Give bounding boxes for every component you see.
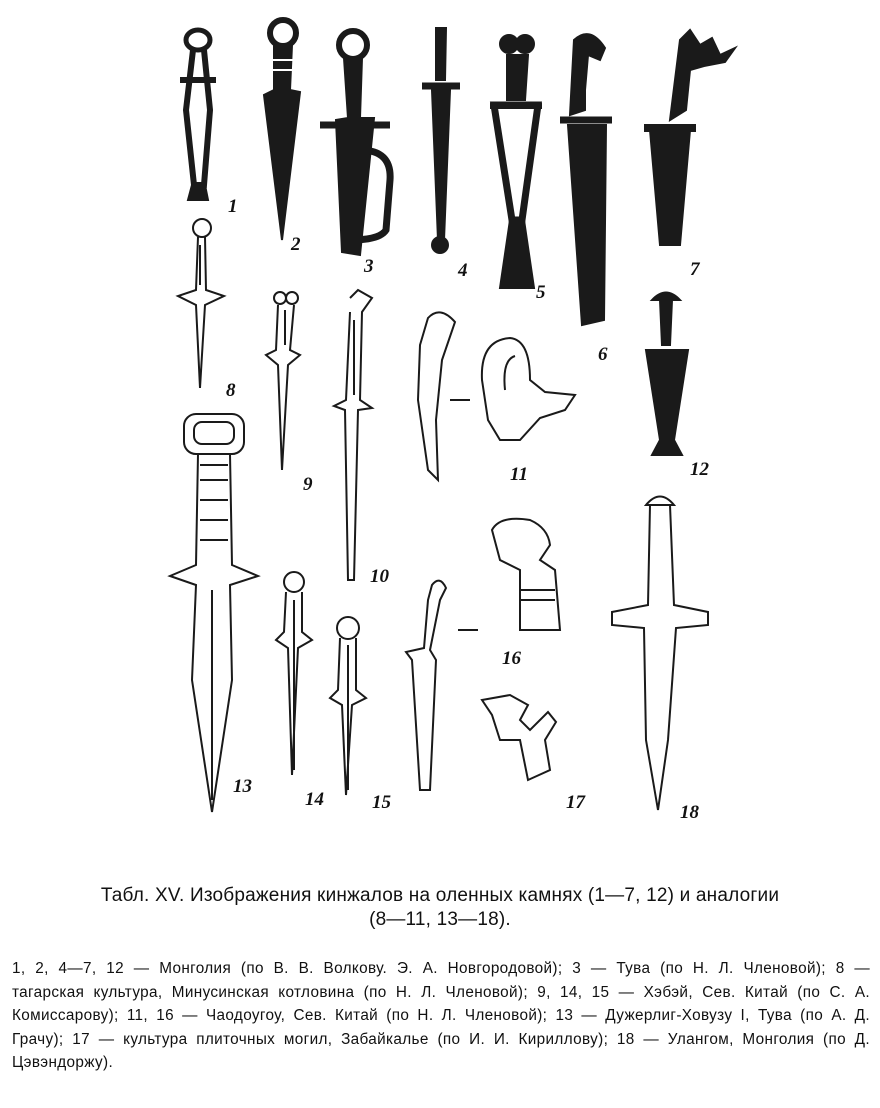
figure-numbers <box>226 196 710 823</box>
dagger-4 <box>422 28 460 253</box>
figure-number-2: 2 <box>291 234 301 255</box>
figure-number-3: 3 <box>364 256 374 277</box>
dagger-12 <box>646 293 688 456</box>
figure-number-5: 5 <box>536 282 546 303</box>
figure-legend: 1, 2, 4—7, 12 — Монголия (по В. В. Волкову. Э. А. Новгородовой); 3 — Тува (по Н. Л. Членовой); 8 — тагарская культура, Минусинская котловина (по Н. Л. Членовой); 9, 14, 15 — Хэбэй, Сев. Китай (по С. А. Комиссарову); 11, 16 — Чаодоугоу, Сев. Китай (по Н. Л. Членовой); 13 — Дужерлиг-Ховузу I, Тува (по А. Д. Грачу); 17 — культура плиточных могил, Забайкалье (по И. И. Кириллову); 18 — Улангом, Монголия (по Д. Цэвэндоржу). <box>12 960 870 1071</box>
figure-number-14: 14 <box>305 789 324 810</box>
figure-number-6: 6 <box>598 344 608 365</box>
dagger-8 <box>178 219 224 388</box>
dagger-16 <box>406 519 560 790</box>
dagger-13 <box>170 414 258 812</box>
dagger-10 <box>334 290 372 580</box>
figure-number-15: 15 <box>372 792 391 813</box>
figure-number-7: 7 <box>690 259 700 280</box>
figure-number-8: 8 <box>226 380 236 401</box>
caption-line-2: (8—11, 13—18). <box>369 909 511 930</box>
dagger-7 <box>644 30 735 245</box>
figure-number-9: 9 <box>303 474 313 495</box>
table-caption <box>10 884 870 932</box>
dagger-18 <box>612 497 708 811</box>
figure-number-12: 12 <box>690 459 709 480</box>
figure-number-10: 10 <box>370 566 389 587</box>
figure-number-17: 17 <box>566 792 585 813</box>
dagger-9 <box>266 292 300 470</box>
caption-line-1: Табл. XV. Изображения кинжалов на оленных камнях (1—7, 12) и аналогии <box>100 885 780 906</box>
dagger-5 <box>490 35 542 288</box>
dagger-1 <box>180 30 216 200</box>
dagger-3 <box>320 31 390 255</box>
figure-number-1: 1 <box>228 196 238 217</box>
figure-number-18: 18 <box>680 802 699 823</box>
dagger-11 <box>418 312 575 480</box>
figure-number-13: 13 <box>233 776 252 797</box>
figure-number-4: 4 <box>458 260 468 281</box>
dagger-6 <box>560 34 612 325</box>
dagger-17 <box>482 695 556 780</box>
figure-number-16: 16 <box>502 648 521 669</box>
dagger-2 <box>264 20 300 240</box>
dagger-15 <box>330 617 366 795</box>
figure-number-11: 11 <box>510 464 528 485</box>
dagger-14 <box>276 572 312 775</box>
